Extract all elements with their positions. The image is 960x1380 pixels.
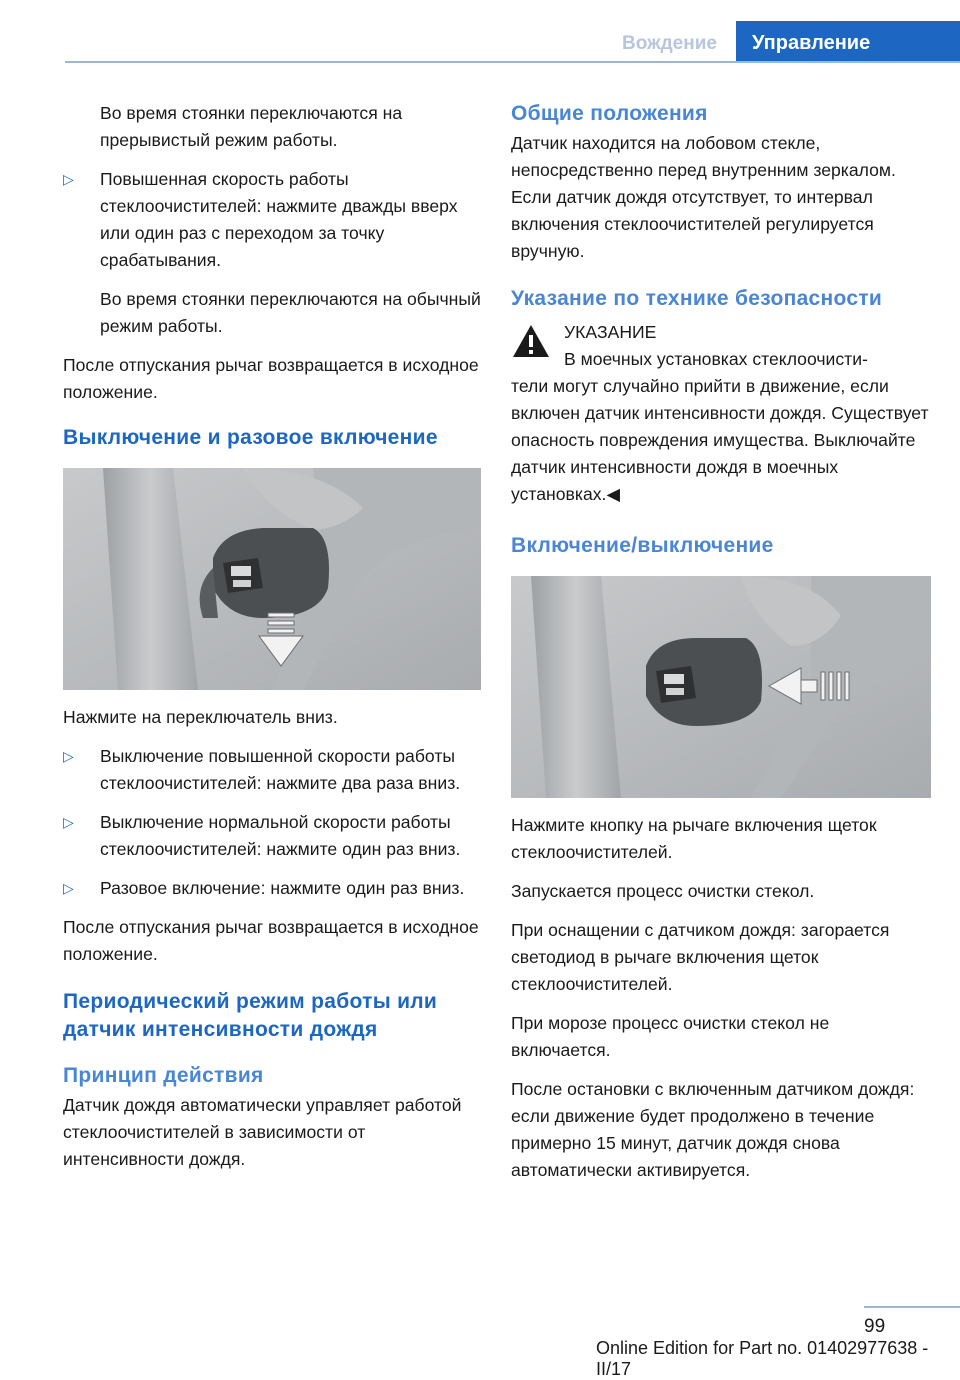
right-column (511, 100, 931, 1196)
figure-stalk-button (511, 576, 931, 798)
heading-safety: Указание по технике безопасности (511, 287, 883, 310)
led-text: При оснащении с датчиком дождя: загорается светодиод в рычаге включения щеток стеклоочистителей. (511, 920, 890, 994)
header-rule (65, 61, 960, 63)
tab-controls[interactable]: Управление (736, 21, 960, 61)
list-item-down-2 (63, 809, 481, 863)
footer-rule (864, 1306, 960, 1308)
figure-caption-press-down: Нажмите на переключатель вниз. (63, 707, 338, 727)
restart-text: После остановки с включенным датчиком дождя: если движение будет продолжено в течение примерно 15 минут, датчик дождя снова автоматически активируется. (511, 1079, 915, 1180)
list-item-down-3 (63, 875, 481, 902)
list-item-text: Повышенная скорость работы стеклоочистителей: нажмите дважды вверх или один раз с переходом за точку срабатывания. (100, 169, 458, 270)
warning-title: УКАЗАНИЕ (564, 322, 657, 342)
bullet-triangle-icon: ▷ (63, 171, 74, 187)
bullet-triangle-icon: ▷ (63, 880, 74, 896)
edition-info: Online Edition for Part no. 01402977638 - II/17 (596, 1338, 929, 1379)
parking-normal-text: Во время стоянки переключаются на обычный режим работы. (100, 289, 481, 336)
list-item-speed (63, 166, 481, 274)
warning-triangle-icon (511, 323, 551, 359)
frost-text: При морозе процесс очистки стекол не включается. (511, 1013, 830, 1060)
bullet-triangle-icon: ▷ (63, 748, 74, 764)
heading-off-single: Выключение и разовое включение (63, 426, 438, 449)
list-item-text: Выключение нормальной скорости работы стеклоочистителей: нажмите один раз вниз. (100, 812, 461, 859)
list-item-text: Разовое включение: нажмите один раз вниз. (100, 878, 465, 898)
warning-text (511, 346, 931, 508)
stalk-button-illustration (511, 576, 931, 798)
heading-principle: Принцип действия (63, 1064, 264, 1087)
general-text: Датчик находится на лобовом стекле, непосредственно перед внутренним зеркалом. Если датчик дождя отсутствует, то интервал включения стеклоочистителей регулируется вручную. (511, 133, 896, 261)
warning-block (511, 319, 931, 508)
release-text-2: После отпускания рычаг возвращается в исходное положение. (63, 917, 479, 964)
cleaning-text: Запускается процесс очистки стекол. (511, 881, 815, 901)
list-item-text: Выключение повышенной скорости работы стеклоочистителей: нажмите два раза вниз. (100, 746, 461, 793)
stalk-down-illustration (63, 468, 481, 690)
press-button-text: Нажмите кнопку на рычаге включения щеток стеклоочистителей. (511, 815, 877, 862)
page-number: 99 (864, 1316, 886, 1337)
tab-driving[interactable]: Вождение (622, 33, 717, 54)
warning-text-first-line: В моечных установках стеклоочисти- (564, 349, 868, 369)
parking-interval-text: Во время стоянки переключаются на прерывистый режим работы. (100, 103, 403, 150)
heading-interval-sensor: Периодический режим работы или датчик интенсивности дождя (63, 990, 438, 1041)
heading-general: Общие положения (511, 102, 708, 125)
list-item-down-1 (63, 743, 481, 797)
warning-text-rest: тели могут случайно прийти в движение, если включен датчик интенсивности дождя. Существует опасность повреждения имущества. Выключайте датчик интенсивности дождя в моечных установках.◀ (511, 376, 929, 504)
left-column (63, 100, 481, 1185)
bullet-triangle-icon: ▷ (63, 814, 74, 830)
figure-stalk-down (63, 468, 481, 690)
release-text-1: После отпускания рычаг возвращается в исходное положение. (63, 355, 479, 402)
heading-on-off: Включение/выключение (511, 534, 774, 557)
principle-text: Датчик дождя автоматически управляет работой стеклоочистителей в зависимости от интенсивности дождя. (63, 1095, 462, 1169)
